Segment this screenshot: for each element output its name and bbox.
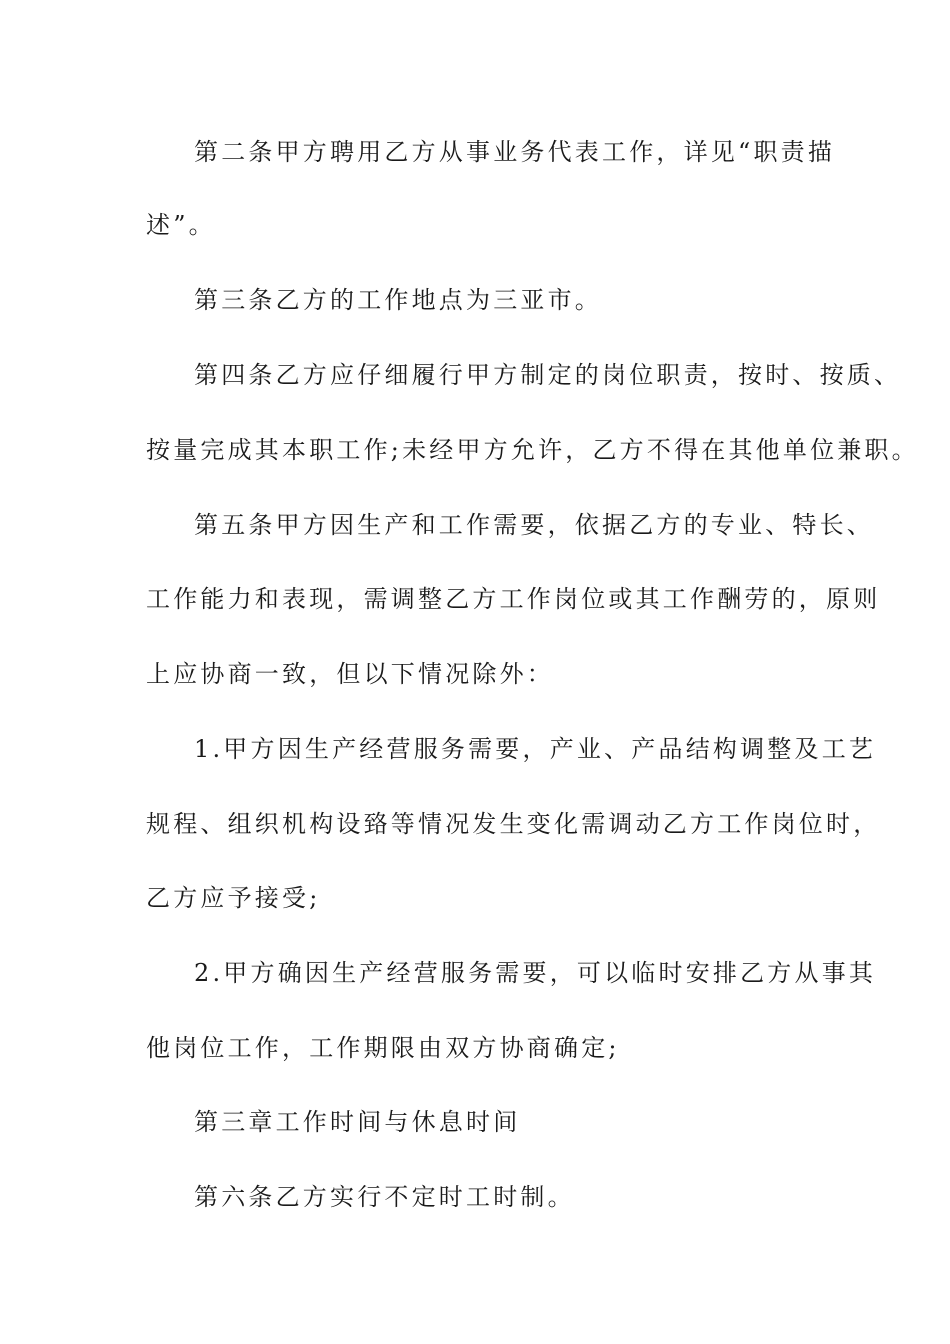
list-item-1-line-1: 1.甲方因生产经营服务需要，产业、产品结构调整及工艺 <box>194 735 877 763</box>
paragraph-article-3: 第三条乙方的工作地点为三亚市。 <box>194 286 602 314</box>
paragraph-article-2-line-2: 述”。 <box>146 211 216 239</box>
paragraph-article-2-line-1: 第二条甲方聘用乙方从事业务代表工作，详见“职责描 <box>194 138 836 166</box>
paragraph-article-6: 第六条乙方实行不定时工时制。 <box>194 1183 575 1211</box>
list-item-1-line-2: 规程、组织机构设臵等情况发生变化需调动乙方工作岗位时， <box>146 810 881 838</box>
paragraph-article-4-line-2: 按量完成其本职工作;未经甲方允许，乙方不得在其他单位兼职。 <box>146 436 919 464</box>
paragraph-article-5-line-3: 上应协商一致，但以下情况除外： <box>146 660 554 688</box>
list-item-2-line-1: 2.甲方确因生产经营服务需要，可以临时安排乙方从事其 <box>194 959 877 987</box>
paragraph-article-5-line-1: 第五条甲方因生产和工作需要，依据乙方的专业、特长、 <box>194 511 874 539</box>
list-item-2-line-2: 他岗位工作，工作期限由双方协商确定; <box>146 1034 620 1062</box>
list-item-1-line-3: 乙方应予接受; <box>146 884 321 912</box>
chapter-heading: 第三章工作时间与休息时间 <box>194 1108 521 1136</box>
paragraph-article-5-line-2: 工作能力和表现，需调整乙方工作岗位或其工作酬劳的，原则 <box>146 585 881 613</box>
paragraph-article-4-line-1: 第四条乙方应仔细履行甲方制定的岗位职责，按时、按质、 <box>194 361 902 389</box>
